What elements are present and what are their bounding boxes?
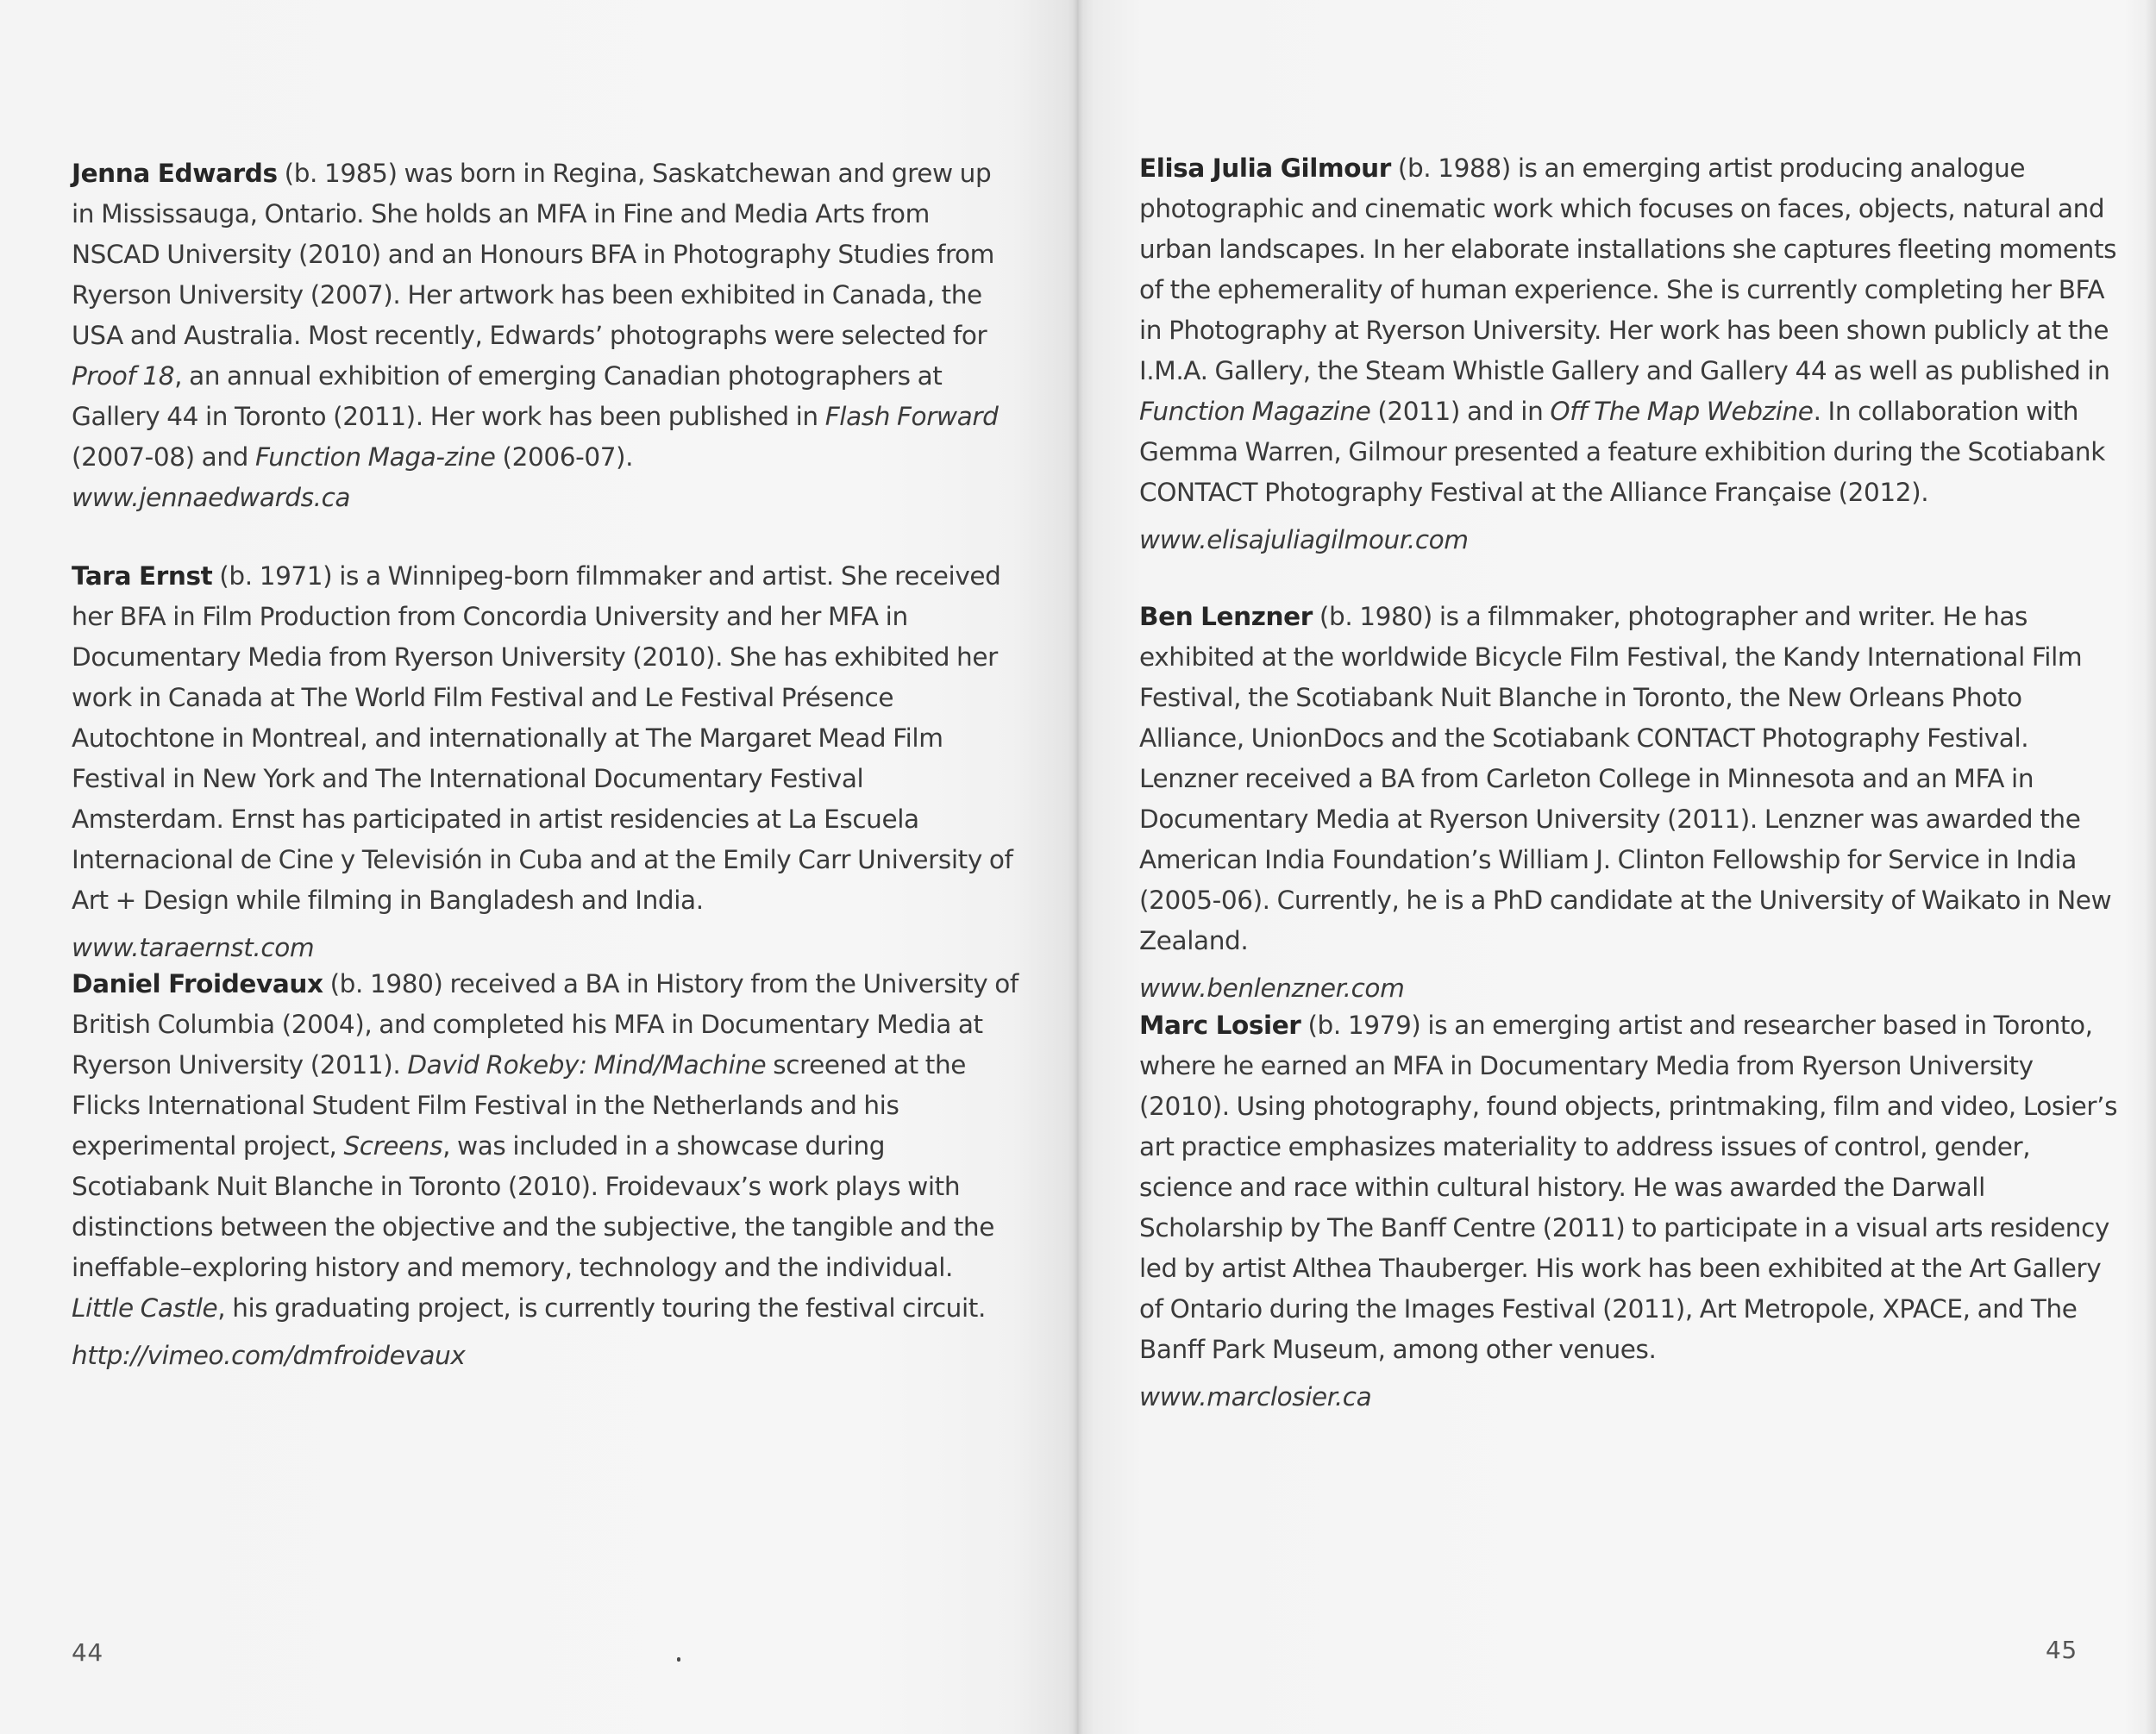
artist-website-link[interactable]: www.marclosier.ca	[1139, 1382, 1372, 1412]
artist-website-link[interactable]: http://vimeo.com/dmfroidevaux	[72, 1341, 466, 1370]
artist-website-link[interactable]: www.benlenzner.com	[1139, 973, 1405, 1003]
bio-text: Daniel Froidevaux (b. 1980) received a BA in History from the University of British Columbia (2004), and completed his MFA in Documentary Media at Ryerson University (2011). David Rokeby: Mind/Machine screened at the Flicks International Student Film Festival in the Netherlands and his experimental project, Screens, was included in a showcase during Scotiabank Nuit Blanche in Toronto (2010). Froidevaux’s work plays with distinctions between the objective and the subjective, the tangible and the ineffable–exploring history and memory, technology and the individual. Little Castle, his graduating project, is currently touring the festival circuit.	[72, 969, 1018, 1323]
bio-text: Jenna Edwards (b. 1985) was born in Regina, Saskatchewan and grew up in Mississauga, Ontario. She holds an MFA in Fine and Media Arts from NSCAD University (2010) and an Honours BFA in Photography Studies from Ryerson University (2007). Her artwork has been exhibited in Canada, the USA and Australia. Most recently, Edwards’ photographs were selected for Proof 18, an annual exhibition of emerging Canadian photographers at Gallery 44 in Toronto (2011). Her work has been published in Flash Forward (2007-08) and Function Maga-zine (2006-07).	[72, 159, 999, 472]
artist-website-link[interactable]: www.elisajuliagilmour.com	[1139, 525, 1469, 554]
bio-elisa-julia-gilmour	[1139, 148, 2122, 560]
bio-text: Tara Ernst (b. 1971) is a Winnipeg-born filmmaker and artist. She received her BFA in Film Production from Concordia University and her MFA in Documentary Media from Ryerson University (2010). She has exhibited her work in Canada at The World Film Festival and Le Festival Présence Autochtone in Montreal, and internationally at The Margaret Mead Film Festival in New York and The International Documentary Festival Amsterdam. Ernst has participated in artist residencies at La Escuela Internacional de Cine y Televisión in Cuba and at the Emily Carr University of Art + Design while filming in Bangladesh and India.	[72, 561, 1013, 915]
bio-marc-losier	[1139, 1005, 2122, 1418]
right-page	[1078, 0, 2156, 1734]
artist-name: Jenna Edwards	[72, 159, 278, 188]
bio-text: Marc Losier (b. 1979) is an emerging artist and researcher based in Toronto, where he earned an MFA in Documentary Media from Ryerson University (2010). Using photography, found objects, printmaking, film and video, Losier’s art practice emphasizes materiality to address issues of control, gender, science and race within cultural history. He was awarded the Darwall Scholarship by The Banff Centre (2011) to participate in a visual arts residency led by artist Althea Thauberger. His work has been exhibited at the Art Gallery of Ontario during the Images Festival (2011), Art Metropole, XPACE, and The Banff Park Museum, among other venues.	[1139, 1011, 2118, 1364]
bio-jenna-edwards	[72, 153, 1020, 518]
artist-name: Marc Losier	[1139, 1011, 1301, 1040]
artist-website-link[interactable]: www.taraernst.com	[72, 933, 315, 962]
bio-daniel-froidevaux	[72, 964, 1020, 1376]
page-number: 45	[2046, 1636, 2078, 1664]
bio-text: Ben Lenzner (b. 1980) is a filmmaker, photographer and writer. He has exhibited at the worldwide Bicycle Film Festival, the Kandy International Film Festival, the Scotiabank Nuit Blanche in Toronto, the New Orleans Photo Alliance, UnionDocs and the Scotiabank CONTACT Photography Festival. Lenzner received a BA from Carleton College in Minnesota and an MFA in Documentary Media at Ryerson University (2011). Lenzner was awarded the American India Foundation’s William J. Clinton Fellowship for Service in India (2005-06). Currently, he is a PhD candidate at the University of Waikato in New Zealand.	[1139, 602, 2112, 955]
artist-website-link[interactable]: www.jennaedwards.ca	[72, 483, 351, 512]
artist-name: Tara Ernst	[72, 561, 213, 591]
bio-ben-lenzner	[1139, 597, 2122, 1009]
print-speck	[677, 1657, 680, 1662]
artist-name: Daniel Froidevaux	[72, 969, 323, 998]
book-gutter	[1073, 0, 1083, 1734]
bio-text: Elisa Julia Gilmour (b. 1988) is an emerging artist producing analogue photographic and cinematic work which focuses on faces, objects, natural and urban landscapes. In her elaborate installations she captures fleeting moments of the ephemerality of human experience. She is currently completing her BFA in Photography at Ryerson University. Her work has been shown publicly at the I.M.A. Gallery, the Steam Whistle Gallery and Gallery 44 as well as published in Function Magazine (2011) and in Off The Map Webzine. In collaboration with Gemma Warren, Gilmour presented a feature exhibition during the Scotiabank CONTACT Photography Festival at the Alliance Française (2012).	[1139, 153, 2117, 507]
artist-name: Elisa Julia Gilmour	[1139, 153, 1391, 183]
artist-name: Ben Lenzner	[1139, 602, 1313, 631]
bio-tara-ernst	[72, 556, 1020, 968]
page-number: 44	[72, 1638, 103, 1667]
